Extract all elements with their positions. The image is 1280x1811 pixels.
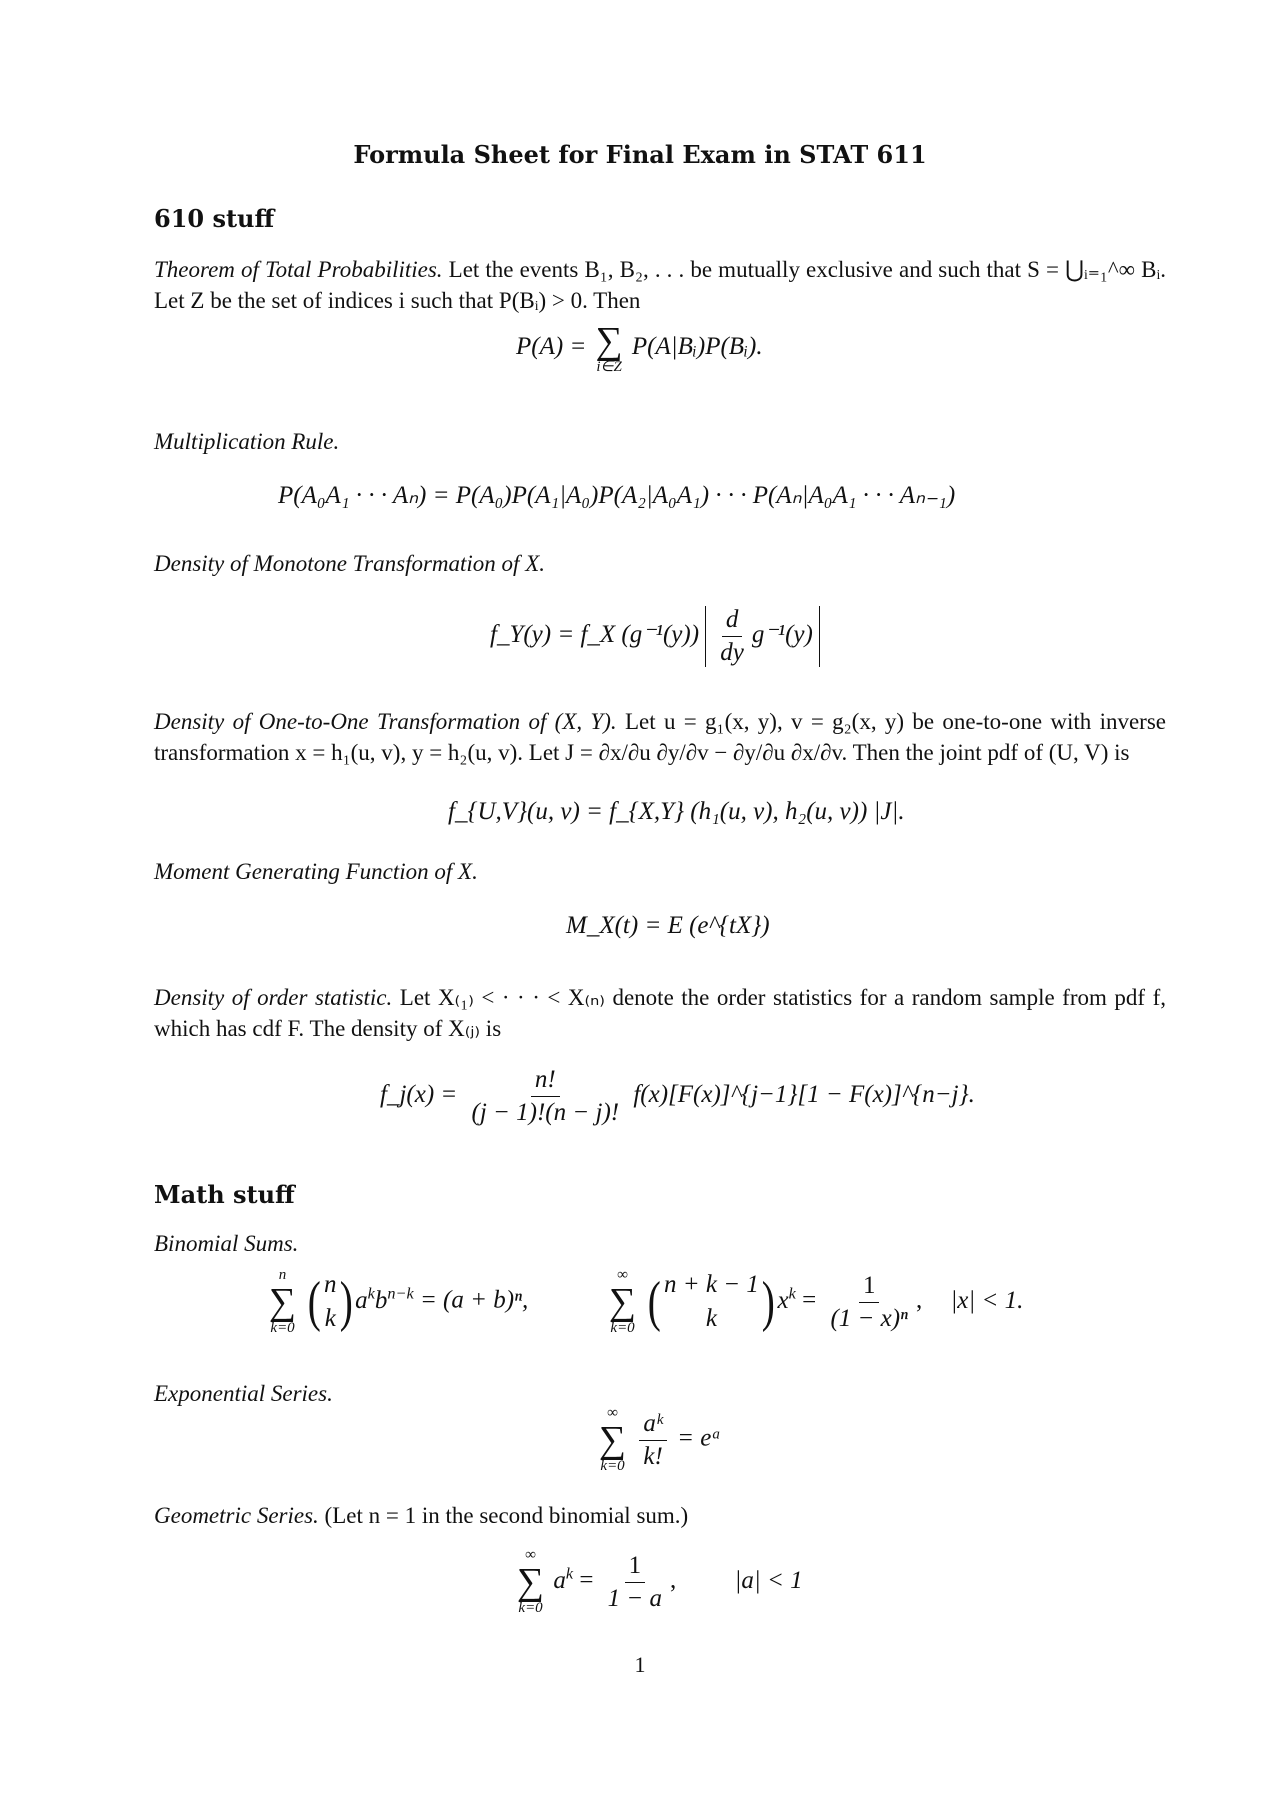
monotone-abs: [705, 606, 820, 667]
section-heading-610: 610 stuff: [154, 204, 275, 233]
order-rhs: f(x)[F(x)]^{j−1}[1 − F(x)]^{n−j}.: [633, 1081, 975, 1109]
monotone-tail: g⁻¹(y): [751, 621, 813, 649]
exponential-formula: [596, 1406, 721, 1474]
total-prob-lhs: P(A) =: [516, 333, 587, 361]
one-to-one-label: Density of One-to-One Transformation of (X, Y).: [154, 709, 617, 734]
order-stat-text: Let X₍₁₎ < · · · < X₍ₙ₎ denote the order statistics for a random sample from pdf f, which has cdf F. The density of X₍ⱼ₎ is: [154, 985, 1166, 1041]
exp-fraction: [639, 1410, 667, 1471]
geo-num: 1: [625, 1552, 646, 1583]
monotone-lhs: f_Y(y) = f_X (g⁻¹(y)): [490, 621, 700, 649]
binom2-cond: |x| < 1.: [950, 1286, 1024, 1314]
derivative-fraction: [716, 606, 748, 667]
geometric-paragraph: [154, 1500, 1166, 1531]
exp-den: k!: [643, 1442, 663, 1470]
mult-rule-formula: P(A₀A₁ · · · Aₙ) = P(A₀)P(A₁|A₀)P(A₂|A₀A₁) · · · P(Aₙ|A₀A₁ · · · Aₙ₋₁): [278, 482, 956, 509]
geo-sum-symbol: ∞ ∑ k=0: [517, 1547, 545, 1616]
monotone-label: Density of Monotone Transformation of X.: [154, 551, 545, 576]
exp-rhs: = eᵃ: [677, 1424, 722, 1452]
total-prob-text: Let the events B₁, B₂, . . . be mutually exclusive and such that S = ⋃ᵢ₌₁^∞ Bᵢ. Let Z be the set of indices i such that P(Bᵢ) > 0. Then: [154, 257, 1166, 313]
monotone-paragraph: [154, 548, 1166, 579]
binom2-sum-symbol: ∞ ∑ k=0: [609, 1267, 637, 1336]
monotone-formula: [490, 606, 820, 667]
order-lhs: f_j(x) =: [380, 1081, 458, 1109]
order-fraction: [468, 1066, 624, 1127]
binomial-paragraph: [154, 1228, 1166, 1259]
order-den: (j − 1)!(n − j)!: [471, 1099, 620, 1126]
geometric-formula: ∞ ∑ k=0 $a^k$ = $\frac{1}{1 - a}$ , |a| < 1: [517, 1547, 803, 1616]
geometric-note: (Let n = 1 in the second binomial sum.): [324, 1503, 689, 1528]
order-stat-paragraph: [154, 982, 1166, 1044]
derivative-den: dy: [720, 639, 744, 666]
order-stat-formula: [380, 1066, 975, 1127]
exponential-paragraph: [154, 1378, 1166, 1409]
binom2-top: n + k − 1: [664, 1271, 759, 1299]
geometric-label: Geometric Series.: [154, 1503, 319, 1528]
sum-symbol: ∑ i∈Z: [595, 320, 623, 375]
section-heading-math: Math stuff: [154, 1180, 295, 1209]
total-prob-formula: [516, 322, 763, 375]
one-to-one-text: Let u = g₁(x, y), v = g₂(x, y) be one-to-one with inverse transformation x = h₁(u, v), y = h₂(u, v). Let J = ∂x/∂u ∂y/∂v − ∂y/∂u ∂x/∂v. Then the joint pdf of (U, V) is: [154, 709, 1167, 765]
page-number: 1: [634, 1652, 646, 1677]
binomial-sum-2: ∞ ∑ k=0 ( n + k − 1 k ) $x^k$ = $\frac{1}{\text{(1 − x)ⁿ}}$ , |x| < 1.: [609, 1267, 1024, 1336]
exp-sum-symbol: ∞ ∑ k=0: [599, 1405, 627, 1474]
binomial-label: Binomial Sums.: [154, 1231, 299, 1256]
exponential-label: Exponential Series.: [154, 1381, 333, 1406]
binomial-sum-1: n ∑ k=0 ( n k ) $a^kb^{n-k} = (a + b)^n$,: [269, 1267, 529, 1336]
mgf-formula: M_X(t) = E (e^{tX}): [566, 912, 770, 939]
mgf-paragraph: [154, 856, 1166, 887]
one-to-one-paragraph: [154, 706, 1166, 768]
binom1-rhs: = (a + b)ⁿ,: [419, 1286, 529, 1314]
mult-rule-label: Multiplication Rule.: [154, 429, 340, 454]
order-stat-label: Density of order statistic.: [154, 985, 393, 1010]
geo-fraction: [604, 1552, 666, 1613]
total-prob-label: Theorem of Total Probabilities.: [154, 257, 443, 282]
sum-subscript: i∈Z: [596, 359, 622, 375]
mult-rule-paragraph: [154, 426, 1166, 457]
order-num: n!: [531, 1066, 560, 1097]
derivative-num: d: [722, 606, 743, 637]
binom1-sum-symbol: n ∑ k=0: [269, 1267, 297, 1336]
total-prob-paragraph: [154, 254, 1166, 316]
binom2-num: 1: [859, 1272, 880, 1303]
binom2-den: (1 − x)ⁿ: [830, 1304, 908, 1332]
document-title: Formula Sheet for Final Exam in STAT 611: [353, 140, 927, 169]
geo-den: 1 − a: [607, 1584, 663, 1612]
exp-num: aᵏ: [639, 1410, 667, 1441]
mgf-label: Moment Generating Function of X.: [154, 859, 478, 884]
binom1-coefficient: ( n k ): [308, 1271, 353, 1333]
binom2-coefficient: ( n + k − 1 k ): [645, 1268, 777, 1336]
total-prob-rhs: P(A|Bᵢ)P(Bᵢ).: [631, 333, 763, 361]
one-to-one-formula: f_{U,V}(u, v) = f_{X,Y} (h₁(u, v), h₂(u, v)) |J|.: [448, 798, 905, 825]
binom2-fraction: [826, 1272, 912, 1333]
geo-cond: |a| < 1: [734, 1566, 803, 1594]
binom2-bot: k: [705, 1305, 717, 1332]
